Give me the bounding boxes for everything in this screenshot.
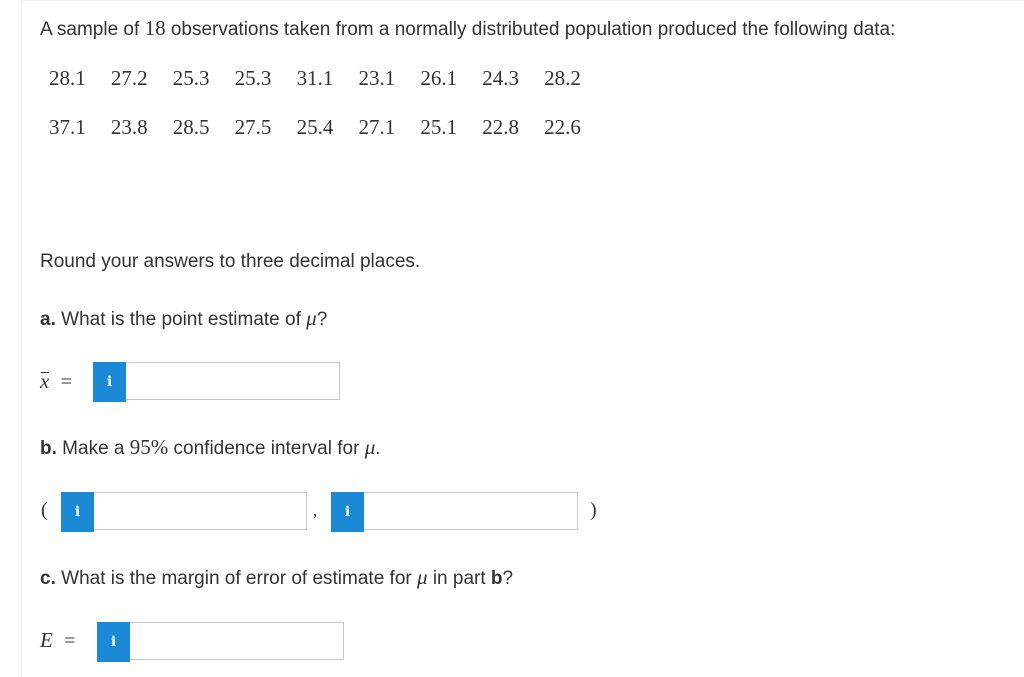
margin-error-label (40, 628, 75, 653)
data-value: 25.3 (172, 66, 210, 90)
intro-suffix: observations taken from a normally distributed population produced the following data: (165, 19, 896, 40)
part-c-text-mid: in part (427, 568, 491, 589)
part-a-question (40, 306, 327, 331)
mu-symbol: μ (364, 435, 376, 459)
margin-of-error-input[interactable] (130, 623, 374, 659)
data-value: 28.5 (172, 115, 210, 139)
data-row-1 (49, 66, 606, 91)
xbar-label (40, 369, 72, 394)
data-value: 27.1 (358, 115, 396, 139)
problem-statement (40, 16, 895, 41)
part-c-label: c. (40, 568, 56, 589)
part-a-answer-box (93, 362, 340, 400)
intro-prefix: A sample of (40, 19, 145, 40)
e-symbol: E (40, 628, 53, 652)
part-a-end: ? (316, 309, 328, 330)
part-a-text: What is the point estimate of (55, 309, 307, 330)
info-icon[interactable]: i (331, 492, 364, 532)
point-estimate-input[interactable] (126, 363, 370, 399)
info-icon[interactable]: i (93, 362, 126, 402)
data-value: 28.2 (544, 66, 581, 90)
data-value: 27.5 (234, 115, 272, 139)
part-c-question (40, 565, 513, 590)
part-b-upper-box (331, 492, 578, 530)
part-c-answer-box (97, 622, 344, 660)
upper-bound-input[interactable] (364, 493, 608, 529)
mu-symbol: μ (417, 565, 428, 589)
data-value: 26.1 (420, 66, 458, 90)
open-paren: ( (41, 499, 48, 521)
info-icon[interactable]: i (97, 622, 130, 662)
data-value: 25.1 (420, 115, 458, 139)
part-reference: b (490, 568, 503, 589)
close-paren: ) (590, 499, 597, 521)
rounding-instruction: Round your answers to three decimal places. (40, 251, 421, 272)
confidence-level: 95% (129, 435, 169, 459)
sample-size: 18 (144, 16, 166, 40)
interval-comma: , (313, 501, 318, 520)
data-value: 25.3 (234, 66, 272, 90)
part-c-text-pre: What is the margin of error of estimate for (55, 568, 417, 589)
part-b-end: . (375, 438, 381, 459)
equals-sign: = (64, 630, 76, 652)
data-value: 28.1 (49, 66, 86, 90)
data-value: 23.1 (358, 66, 396, 90)
data-value: 25.4 (296, 115, 334, 139)
part-b-text-post: confidence interval for (168, 438, 365, 459)
part-b-question (40, 435, 381, 460)
part-b-text-pre: Make a (56, 438, 130, 459)
part-b-label: b. (40, 438, 57, 459)
part-b-lower-box (61, 492, 307, 530)
data-value: 37.1 (49, 115, 86, 139)
data-value: 27.2 (110, 66, 148, 90)
data-value: 23.8 (110, 115, 148, 139)
data-value: 31.1 (296, 66, 334, 90)
info-icon[interactable]: i (61, 492, 94, 532)
part-a-label: a. (40, 309, 56, 330)
data-row-2 (49, 115, 606, 140)
xbar-symbol: x (40, 369, 50, 393)
part-c-end: ? (502, 568, 514, 589)
data-value: 22.8 (482, 115, 519, 139)
mu-symbol: μ (306, 306, 317, 330)
lower-bound-input[interactable] (94, 493, 338, 529)
data-value: 22.6 (544, 115, 581, 139)
data-value: 24.3 (482, 66, 519, 90)
equals-sign: = (60, 371, 72, 393)
